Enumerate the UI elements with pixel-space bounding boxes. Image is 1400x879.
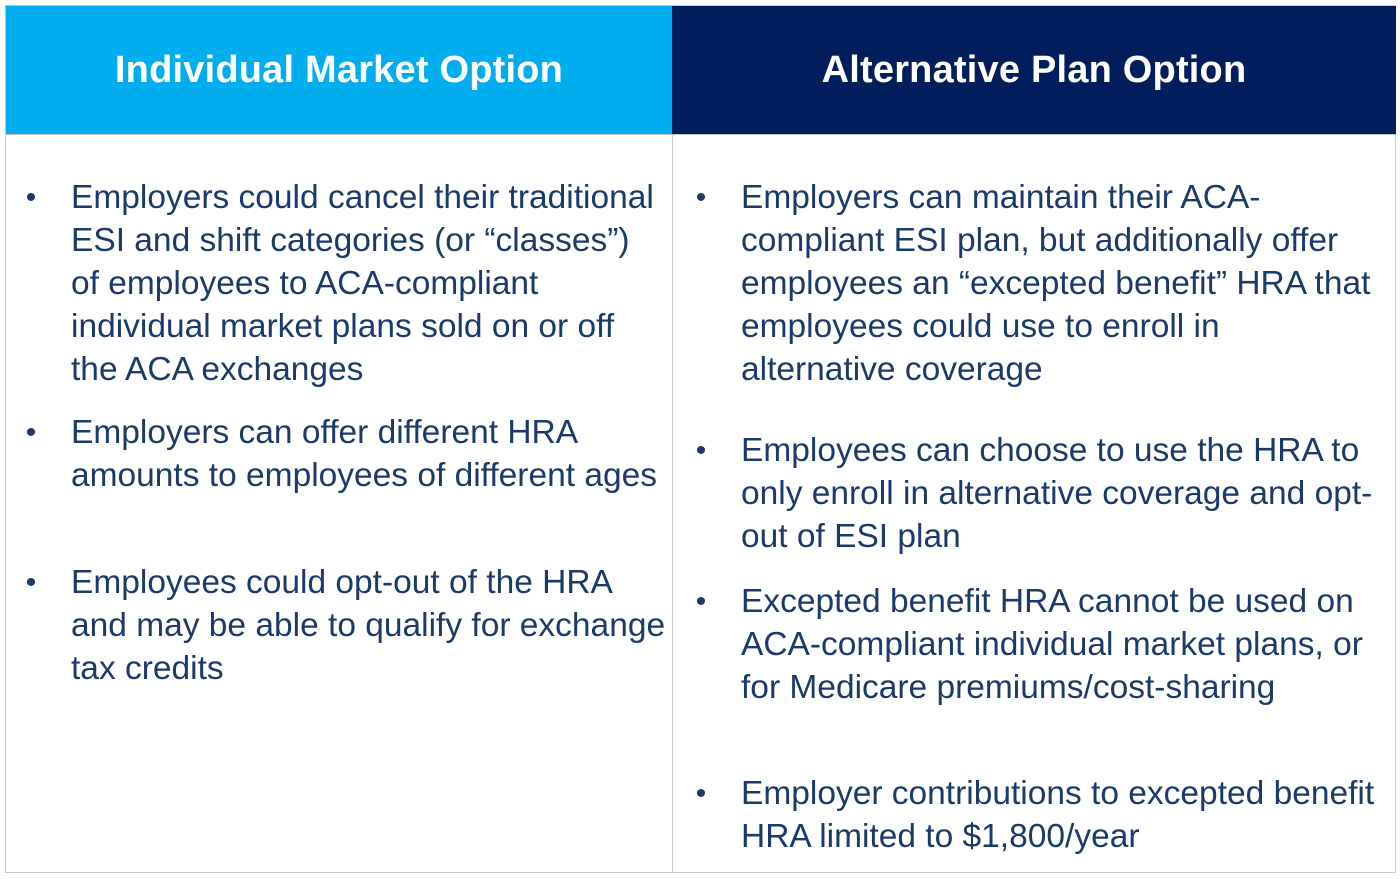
bullet-icon: • [695,434,707,467]
header-divider [6,134,1395,135]
list-item [695,176,1381,391]
bullet-icon: • [25,416,37,449]
list-item [25,561,666,690]
header-label: Alternative Plan Option [821,48,1247,91]
list-item [25,411,666,497]
bullet-icon: • [25,181,37,214]
column-divider [672,134,673,873]
bullet-icon: • [695,181,707,214]
list-item-text: Employers could cancel their traditional ESI and shift categories (or “classes”) of employees to ACA-compliant individual market plans sold on or off the ACA exchanges [71,179,654,388]
list-item [695,580,1381,709]
list-item-text: Employers can maintain their ACA-compliant ESI plan, but additionally offer employees an “excepted benefit” HRA that employees could use to enroll in alternative coverage [741,179,1371,388]
header-label: Individual Market Option [114,48,564,91]
list-item [25,176,666,391]
bullet-icon: • [25,566,37,599]
list-item-text: Excepted benefit HRA cannot be used on ACA-compliant individual market plans, or for Medicare premiums/cost-sharing [741,583,1363,706]
comparison-table [5,5,1396,873]
list-item-text: Employees could opt-out of the HRA and may be able to qualify for exchange tax credits [71,564,666,687]
header-alternative-plan-option [672,6,1396,134]
list-item-text: Employees can choose to use the HRA to only enroll in alternative coverage and opt-out of ESI plan [741,432,1373,555]
list-item-text: Employer contributions to excepted benefit HRA limited to $1,800/year [741,775,1375,855]
list-item-text: Employers can offer different HRA amounts to employees of different ages [71,414,657,494]
header-individual-market-option [6,6,672,134]
list-item [695,772,1381,858]
bullet-icon: • [695,777,707,810]
bullet-icon: • [695,585,707,618]
list-item [695,429,1381,558]
